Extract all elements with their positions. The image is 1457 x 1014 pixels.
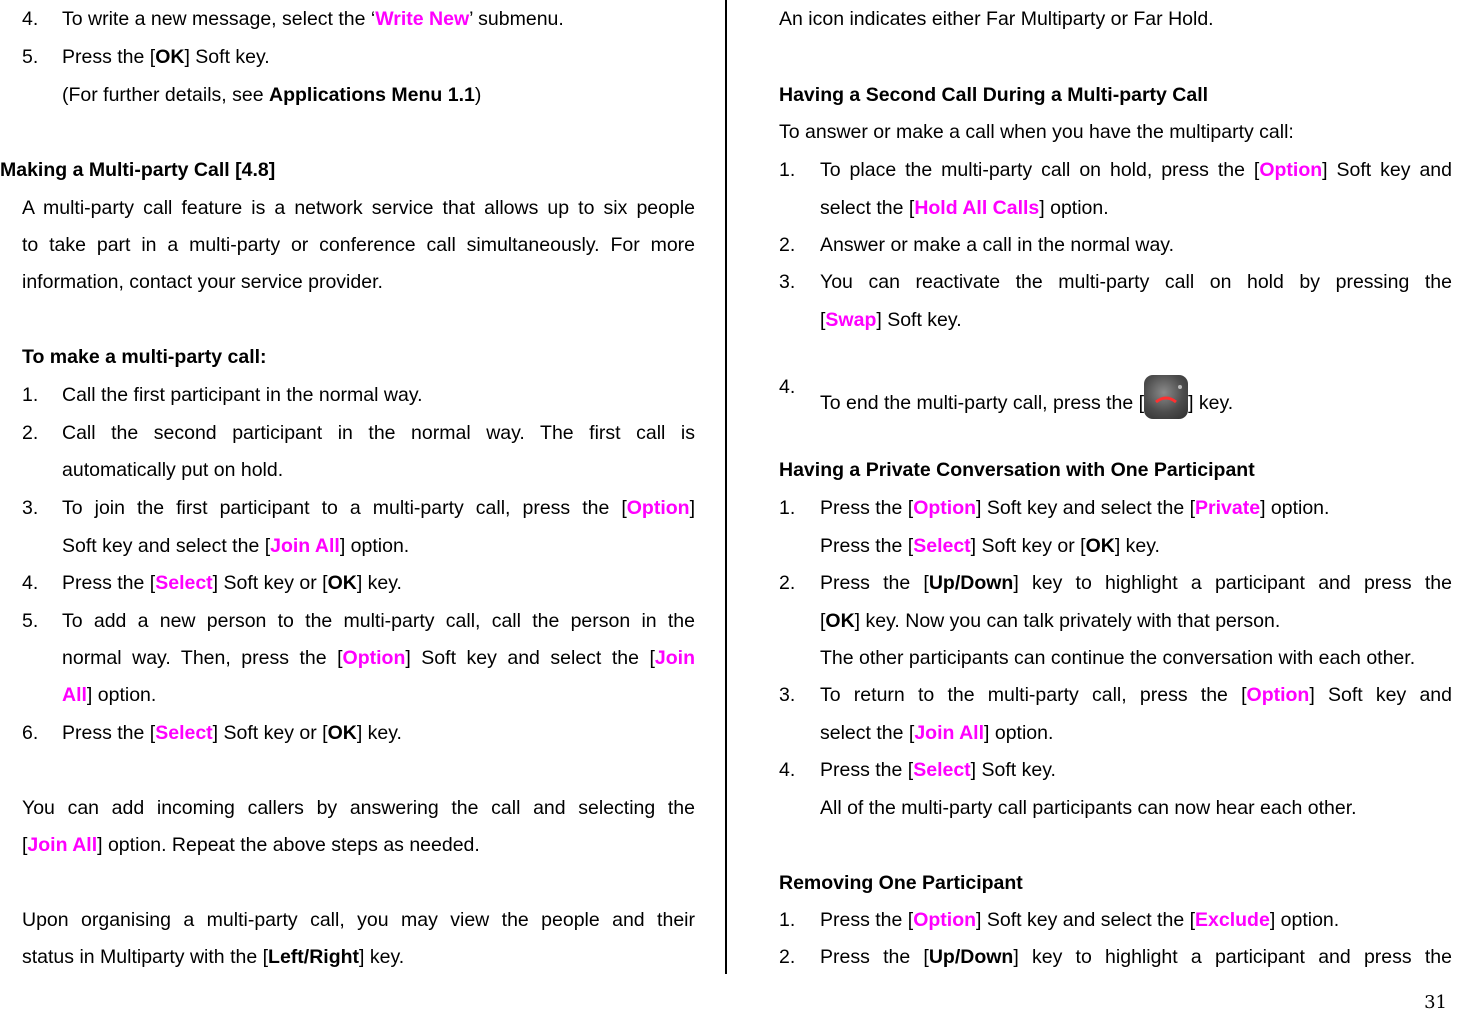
list-number: 3. [22, 497, 39, 519]
list-number: 3. [779, 271, 796, 293]
list-item-text: To join the first participant to a multi-party call, press the [Option] [62, 497, 695, 519]
paragraph-line: A multi-party call feature is a network service that allows up to six people [22, 197, 695, 219]
list-item-text: Press the [Option] Soft key and select the [Exclude] option. [820, 909, 1340, 931]
list-number: 2. [779, 572, 796, 594]
list-item-text: Press the [OK] Soft key. [62, 46, 270, 68]
paragraph-line: information, contact your service provider. [22, 271, 383, 293]
list-item-text: To return to the multi-party call, press the [Option] Soft key and [820, 684, 1452, 706]
list-item-text: All] option. [62, 684, 157, 706]
list-item-text: Press the [Up/Down] key to highlight a participant and press the [820, 946, 1452, 968]
list-number: 2. [779, 946, 796, 968]
list-item-text: The other participants can continue the conversation with each other. [820, 647, 1416, 669]
list-item-text: To place the multi-party call on hold, press the [Option] Soft key and [820, 159, 1452, 181]
paragraph-line: To answer or make a call when you have the multiparty call: [779, 121, 1294, 143]
list-number: 1. [779, 159, 796, 181]
section-heading: Having a Second Call During a Multi-party Call [779, 84, 1209, 106]
list-item-text: [Swap] Soft key. [820, 309, 962, 331]
list-item-text: Press the [Option] Soft key and select the [Private] option. [820, 497, 1330, 519]
list-number: 2. [22, 422, 39, 444]
list-item-text: automatically put on hold. [62, 459, 284, 481]
list-number: 1. [779, 909, 796, 931]
list-item-text: select the [Join All] option. [820, 722, 1054, 744]
list-item-text: Press the [Select] Soft key or [OK] key. [62, 722, 402, 744]
list-item-text: All of the multi-party call participants can now hear each other. [820, 797, 1357, 819]
list-item-text: normal way. Then, press the [Option] Soft key and select the [Join [62, 647, 695, 669]
list-item-text: Call the first participant in the normal way. [62, 384, 423, 406]
column-divider [725, 0, 727, 974]
section-heading: Having a Private Conversation with One Participant [779, 459, 1255, 481]
list-number: 5. [22, 46, 39, 68]
list-item-text: Press the [Select] Soft key or [OK] key. [62, 572, 402, 594]
list-item-text: Press the [Select] Soft key. [820, 759, 1056, 781]
list-number: 4. [779, 759, 796, 781]
paragraph-line: to take part in a multi-party or conference call simultaneously. For more [22, 234, 695, 256]
list-item-text: [OK] key. Now you can talk privately with that person. [820, 610, 1281, 632]
paragraph-line: [Join All] option. Repeat the above steps as needed. [22, 834, 480, 856]
page-number: 31 [1424, 992, 1447, 1013]
list-item-text: select the [Hold All Calls] option. [820, 197, 1109, 219]
list-item-text: To add a new person to the multi-party call, call the person in the [62, 610, 695, 632]
section-heading: Removing One Participant [779, 872, 1023, 894]
list-number: 4. [779, 376, 796, 398]
subheading: To make a multi-party call: [22, 346, 267, 368]
list-item-text: Answer or make a call in the normal way. [820, 234, 1175, 256]
paragraph-line: status in Multiparty with the [Left/Right] key. [22, 946, 405, 968]
paragraph-line: An icon indicates either Far Multiparty or Far Hold. [779, 8, 1214, 30]
paragraph-line: Upon organising a multi-party call, you may view the people and their [22, 909, 695, 931]
section-heading: Making a Multi-party Call [4.8] [0, 159, 276, 181]
list-item-text: Call the second participant in the normal way. The first call is [62, 422, 695, 444]
list-item-text: Soft key and select the [Join All] option. [62, 535, 410, 557]
list-item-text: Press the [Select] Soft key or [OK] key. [820, 535, 1160, 557]
list-item-text: To end the multi-party call, press the [ ] key. [820, 375, 1233, 419]
list-number: 3. [779, 684, 796, 706]
list-number: 1. [779, 497, 796, 519]
list-item-text: You can reactivate the multi-party call on hold by pressing the [820, 271, 1452, 293]
list-number: 1. [22, 384, 39, 406]
list-number: 5. [22, 610, 39, 632]
list-number: 2. [779, 234, 796, 256]
list-number: 4. [22, 572, 39, 594]
list-item-text: Press the [Up/Down] key to highlight a participant and press the [820, 572, 1452, 594]
list-item-text: To write a new message, select the ‘Write New’ submenu. [62, 8, 564, 30]
list-number: 4. [22, 8, 39, 30]
list-number: 6. [22, 722, 39, 744]
paragraph-line: You can add incoming callers by answering the call and selecting the [22, 797, 695, 819]
end-call-key-icon [1144, 375, 1188, 419]
list-item-text: (For further details, see Applications Menu 1.1) [62, 84, 482, 106]
